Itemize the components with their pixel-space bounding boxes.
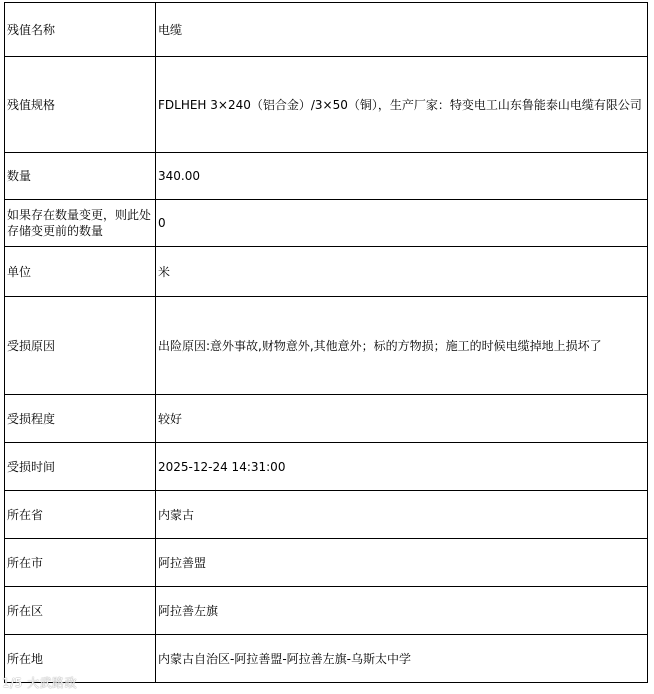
table-row: [5, 153, 648, 200]
table-row: [5, 247, 648, 297]
table-row: [5, 3, 648, 57]
row-value: 340.00: [156, 153, 648, 200]
table-row: [5, 443, 648, 491]
row-label: 受损程度: [5, 395, 156, 443]
table-row: [5, 635, 648, 683]
table-row: [5, 297, 648, 395]
row-label: 残值名称: [5, 3, 156, 57]
table-row: [5, 57, 648, 153]
row-label: 残值规格: [5, 57, 156, 153]
row-label: 数量: [5, 153, 156, 200]
row-label: 受损时间: [5, 443, 156, 491]
row-value: 0: [156, 200, 648, 247]
table-row: [5, 491, 648, 539]
row-label: 所在市: [5, 539, 156, 587]
row-value: 内蒙古自治区-阿拉善盟-阿拉善左旗-乌斯太中学: [156, 635, 648, 683]
residual-value-table: [4, 2, 648, 683]
row-label: 如果存在数量变更，则此处存储变更前的数量: [5, 200, 156, 247]
table-row: [5, 200, 648, 247]
row-label: 受损原因: [5, 297, 156, 395]
watermark: 1/5 大武路政: [2, 676, 78, 690]
row-label: 单位: [5, 247, 156, 297]
table-row: [5, 395, 648, 443]
row-value: 内蒙古: [156, 491, 648, 539]
row-value: 阿拉善盟: [156, 539, 648, 587]
row-label: 所在省: [5, 491, 156, 539]
row-value: 出险原因:意外事故,财物意外,其他意外；标的方物损；施工的时候电缆掉地上损坏了: [156, 297, 648, 395]
row-value: 2025-12-24 14:31:00: [156, 443, 648, 491]
row-value: 米: [156, 247, 648, 297]
row-value: 较好: [156, 395, 648, 443]
row-value: 阿拉善左旗: [156, 587, 648, 635]
row-value: FDLHEH 3×240（铝合金）/3×50（铜），生产厂家：特变电工山东鲁能泰山电缆有限公司: [156, 57, 648, 153]
row-value: 电缆: [156, 3, 648, 57]
row-label: 所在地: [5, 635, 156, 683]
table-row: [5, 587, 648, 635]
row-label: 所在区: [5, 587, 156, 635]
table-row: [5, 539, 648, 587]
